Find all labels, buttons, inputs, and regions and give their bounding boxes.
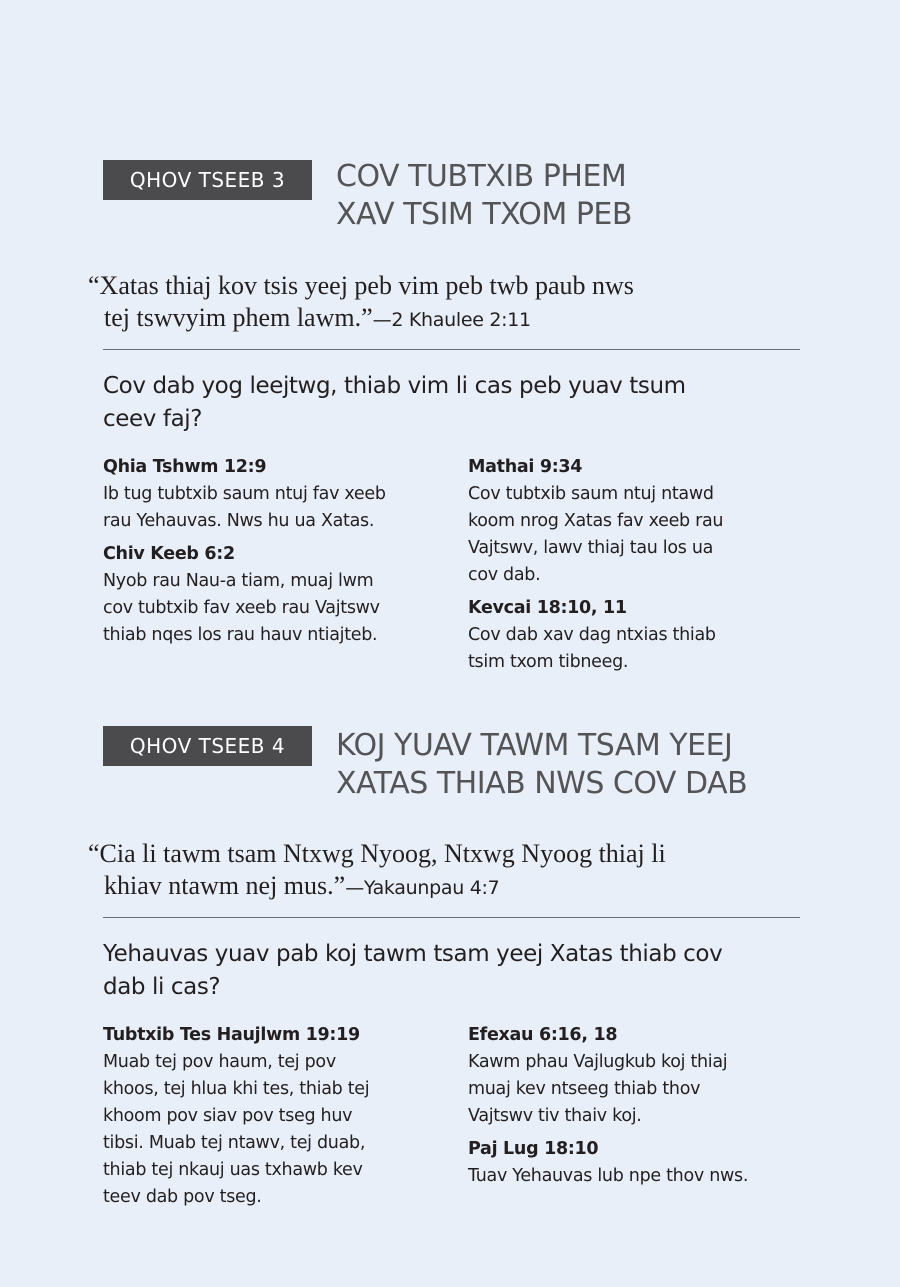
section-label: QHOV TSEEB 4 [103, 726, 312, 766]
study-question [103, 370, 803, 436]
scripture-reference: Paj Lug 18:10 [468, 1139, 599, 1159]
scripture-entry [468, 1136, 808, 1190]
scripture-summary [103, 1049, 443, 1211]
summary-line: koom nrog Xatas fav xeeb rau [468, 511, 724, 531]
scripture-quote [88, 838, 808, 904]
scripture-entry [103, 541, 443, 649]
scripture-entry [468, 1022, 808, 1130]
scripture-summary [468, 1163, 808, 1190]
section-title-line: XAV TSIM TXOM PEB [336, 197, 632, 232]
section-title-line: XATAS THIAB NWS COV DAB [336, 766, 748, 801]
left-column [103, 1022, 443, 1217]
summary-line: muaj kev ntseeg thiab thov [468, 1079, 701, 1099]
scripture-entry [468, 454, 808, 589]
quote-line: khiav ntawm nej mus.” [104, 871, 346, 900]
scripture-summary [468, 622, 808, 676]
quote-reference: —2 Khaulee 2:11 [372, 309, 531, 331]
scripture-entry [103, 1022, 443, 1211]
divider [103, 349, 800, 350]
summary-line: Ib tug tubtxib saum ntuj fav xeeb [103, 484, 386, 504]
question-line: dab li cas? [103, 974, 221, 1000]
divider [103, 917, 800, 918]
scripture-reference: Tubtxib Tes Haujlwm 19:19 [103, 1025, 360, 1045]
summary-line: Tuav Yehauvas lub npe thov nws. [468, 1166, 749, 1186]
summary-line: Nyob rau Nau-a tiam, muaj lwm [103, 571, 374, 591]
summary-line: cov tubtxib fav xeeb rau Vajtswv [103, 598, 380, 618]
quote-line: “Cia li tawm tsam Ntxwg Nyoog, Ntxwg Nyoog thiaj li [88, 839, 666, 868]
section-title-line: KOJ YUAV TAWM TSAM YEEJ [336, 728, 733, 763]
summary-line: tsim txom tibneeg. [468, 652, 629, 672]
quote-line-with-ref [88, 302, 808, 336]
section-label: QHOV TSEEB 3 [103, 160, 312, 200]
quote-line-with-ref [88, 870, 808, 904]
summary-line: khoos, tej hlua khi tes, thiab tej [103, 1079, 370, 1099]
question-line: ceev faj? [103, 406, 203, 432]
summary-line: tibsi. Muab tej ntawv, tej duab, [103, 1133, 366, 1153]
quote-reference: —Yakaunpau 4:7 [345, 877, 500, 899]
section-title [336, 158, 632, 234]
right-column [468, 1022, 808, 1196]
summary-line: rau Yehauvas. Nws hu ua Xatas. [103, 511, 375, 531]
summary-line: thiab nqes los rau hauv ntiajteb. [103, 625, 378, 645]
study-question [103, 938, 803, 1004]
scripture-reference: Mathai 9:34 [468, 457, 583, 477]
summary-line: khoom pov siav pov tseg huv [103, 1106, 353, 1126]
summary-line: cov dab. [468, 565, 541, 585]
scripture-reference: Qhia Tshwm 12:9 [103, 457, 267, 477]
summary-line: thiab tej nkauj uas txhawb kev [103, 1160, 363, 1180]
summary-line: Cov tubtxib saum ntuj ntawd [468, 484, 714, 504]
summary-line: Vajtswv, lawv thiaj tau los ua [468, 538, 714, 558]
summary-line: teev dab pov tseg. [103, 1187, 262, 1207]
summary-line: Muab tej pov haum, tej pov [103, 1052, 336, 1072]
summary-line: Cov dab xav dag ntxias thiab [468, 625, 716, 645]
quote-line: tej tswvyim phem lawm.” [104, 303, 373, 332]
scripture-reference: Efexau 6:16, 18 [468, 1025, 618, 1045]
question-line: Cov dab yog leejtwg, thiab vim li cas peb yuav tsum [103, 373, 686, 399]
scripture-summary [103, 481, 443, 535]
summary-line: Kawm phau Vajlugkub koj thiaj [468, 1052, 728, 1072]
scripture-summary [468, 481, 808, 589]
left-column [103, 454, 443, 655]
question-line: Yehauvas yuav pab koj tawm tsam yeej Xatas thiab cov [103, 941, 723, 967]
scripture-entry [103, 454, 443, 535]
scripture-quote [88, 270, 808, 336]
scripture-reference: Kevcai 18:10, 11 [468, 598, 627, 618]
section-title [336, 727, 747, 803]
scripture-entry [468, 595, 808, 676]
quote-line: “Xatas thiaj kov tsis yeej peb vim peb twb paub nws [88, 271, 634, 300]
scripture-reference: Chiv Keeb 6:2 [103, 544, 235, 564]
summary-line: Vajtswv tiv thaiv koj. [468, 1106, 642, 1126]
section-title-line: COV TUBTXIB PHEM [336, 159, 627, 194]
right-column [468, 454, 808, 682]
scripture-summary [103, 568, 443, 649]
scripture-summary [468, 1049, 808, 1130]
